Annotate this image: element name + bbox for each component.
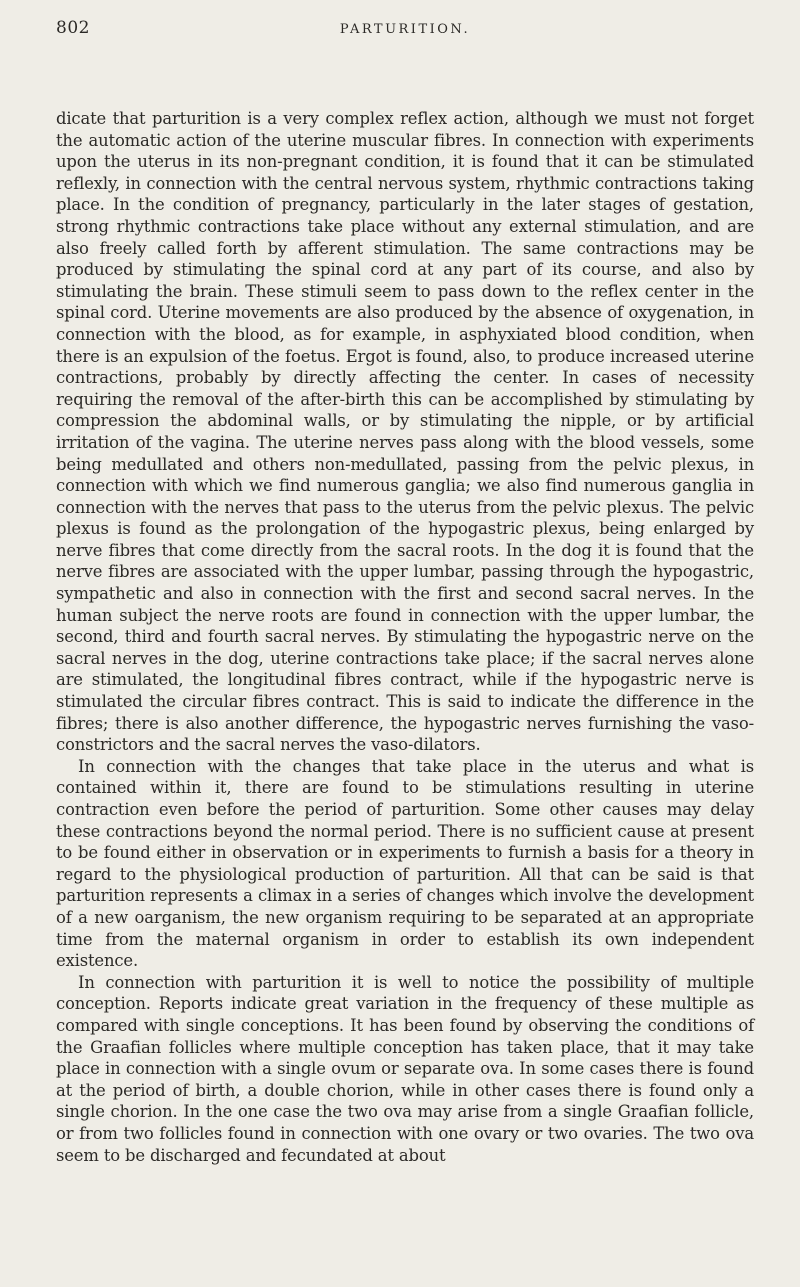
running-head	[56, 0, 754, 48]
running-title: PARTURITION.	[339, 22, 471, 37]
paragraph-uterine-changes: In connection with the changes that take place in the uterus and what is contained within it, there are found to be stimulations resulting in uterine contraction even before the period of parturition. Some other causes may delay these contractions beyond the normal period. There is no sufficient cause at present to be found either in observation or in experiments to furnish a basis for a theory in regard to the physiological production of parturition. All that can be said is that parturition represents a climax in a series of changes which involve the development of a new oarganism, the new organism requiring to be separated at an appropriate time from the maternal organism in order to establish its own independent existence.	[56, 756, 754, 971]
paragraph-multiple-conception: In connection with parturition it is well to notice the possibility of multiple conception. Reports indicate great variation in the frequency of these multiple as compared with single conceptions. It has been found by observing the conditions of the Graafian follicles where multiple conception has taken place, that it may take place in connection with a single ovum or separate ova. In some cases there is found at the period of birth, a double chorion, while in other cases there is found only a single chorion. In the one case the two ova may arise from a single Graafian follicle, or from two follicles found in connection with one ovary or two ovaries. The two ova seem to be discharged and fecundated at about	[56, 972, 754, 1165]
page-number: 802	[56, 18, 90, 38]
paragraph-reflex-action: dicate that parturition is a very complex reflex action, although we must not forget the automatic action of the uterine muscular fibres. In connection with experiments upon the uterus in its non-pregnant condition, it is found that it can be stimulated reflexly, in connection with the central nervous system, rhythmic contractions taking place. In the condition of pregnancy, particularly in the later stages of gestation, strong rhythmic contractions take place without any external stimulation, and are also freely called forth by afferent stimulation. The same contractions may be produced by stimulating the spinal cord at any part of its course, and also by stimulating the brain. These stimuli seem to pass down to the reflex center in the spinal cord. Uterine movements are also produced by the absence of oxygenation, in connection with the blood, as for example, in asphyxiated blood condition, when there is an expulsion of the foetus. Ergot is found, also, to produce increased uterine contractions, probably by directly affecting the center. In cases of necessity requiring the removal of the after-birth this can be accomplished by stimulating by compression the abdominal walls, or by stimulating the nipple, or by artificial irritation of the vagina. The uterine nerves pass along with the blood vessels, some being medullated and others non-medullated, passing from the pelvic plexus, in connection with which we find numerous ganglia; we also find numerous ganglia in connection with the nerves that pass to the uterus from the pelvic plexus. The pelvic plexus is found as the prolongation of the hypogastric plexus, being enlarged by nerve fibres that come directly from the sacral roots. In the dog it is found that the nerve fibres are associated with the upper lumbar, passing through the hypogastric, sympathetic and also in connection with the first and second sacral nerves. In the human subject the nerve roots are found in connection with the upper lumbar, the second, third and fourth sacral nerves. By stimulating the hypogastric nerve on the sacral nerves in the dog, uterine contractions take place; if the sacral nerves alone are stimulated, the longitudinal fibres contract, while if the hypogastric nerve is stimulated the circular fibres contract. This is said to indicate the difference in the fibres; there is also another difference, the hypogastric nerves furnishing the vaso-constrictors and the sacral nerves the vaso-dilators.	[56, 109, 754, 755]
body-text	[56, 108, 754, 1166]
